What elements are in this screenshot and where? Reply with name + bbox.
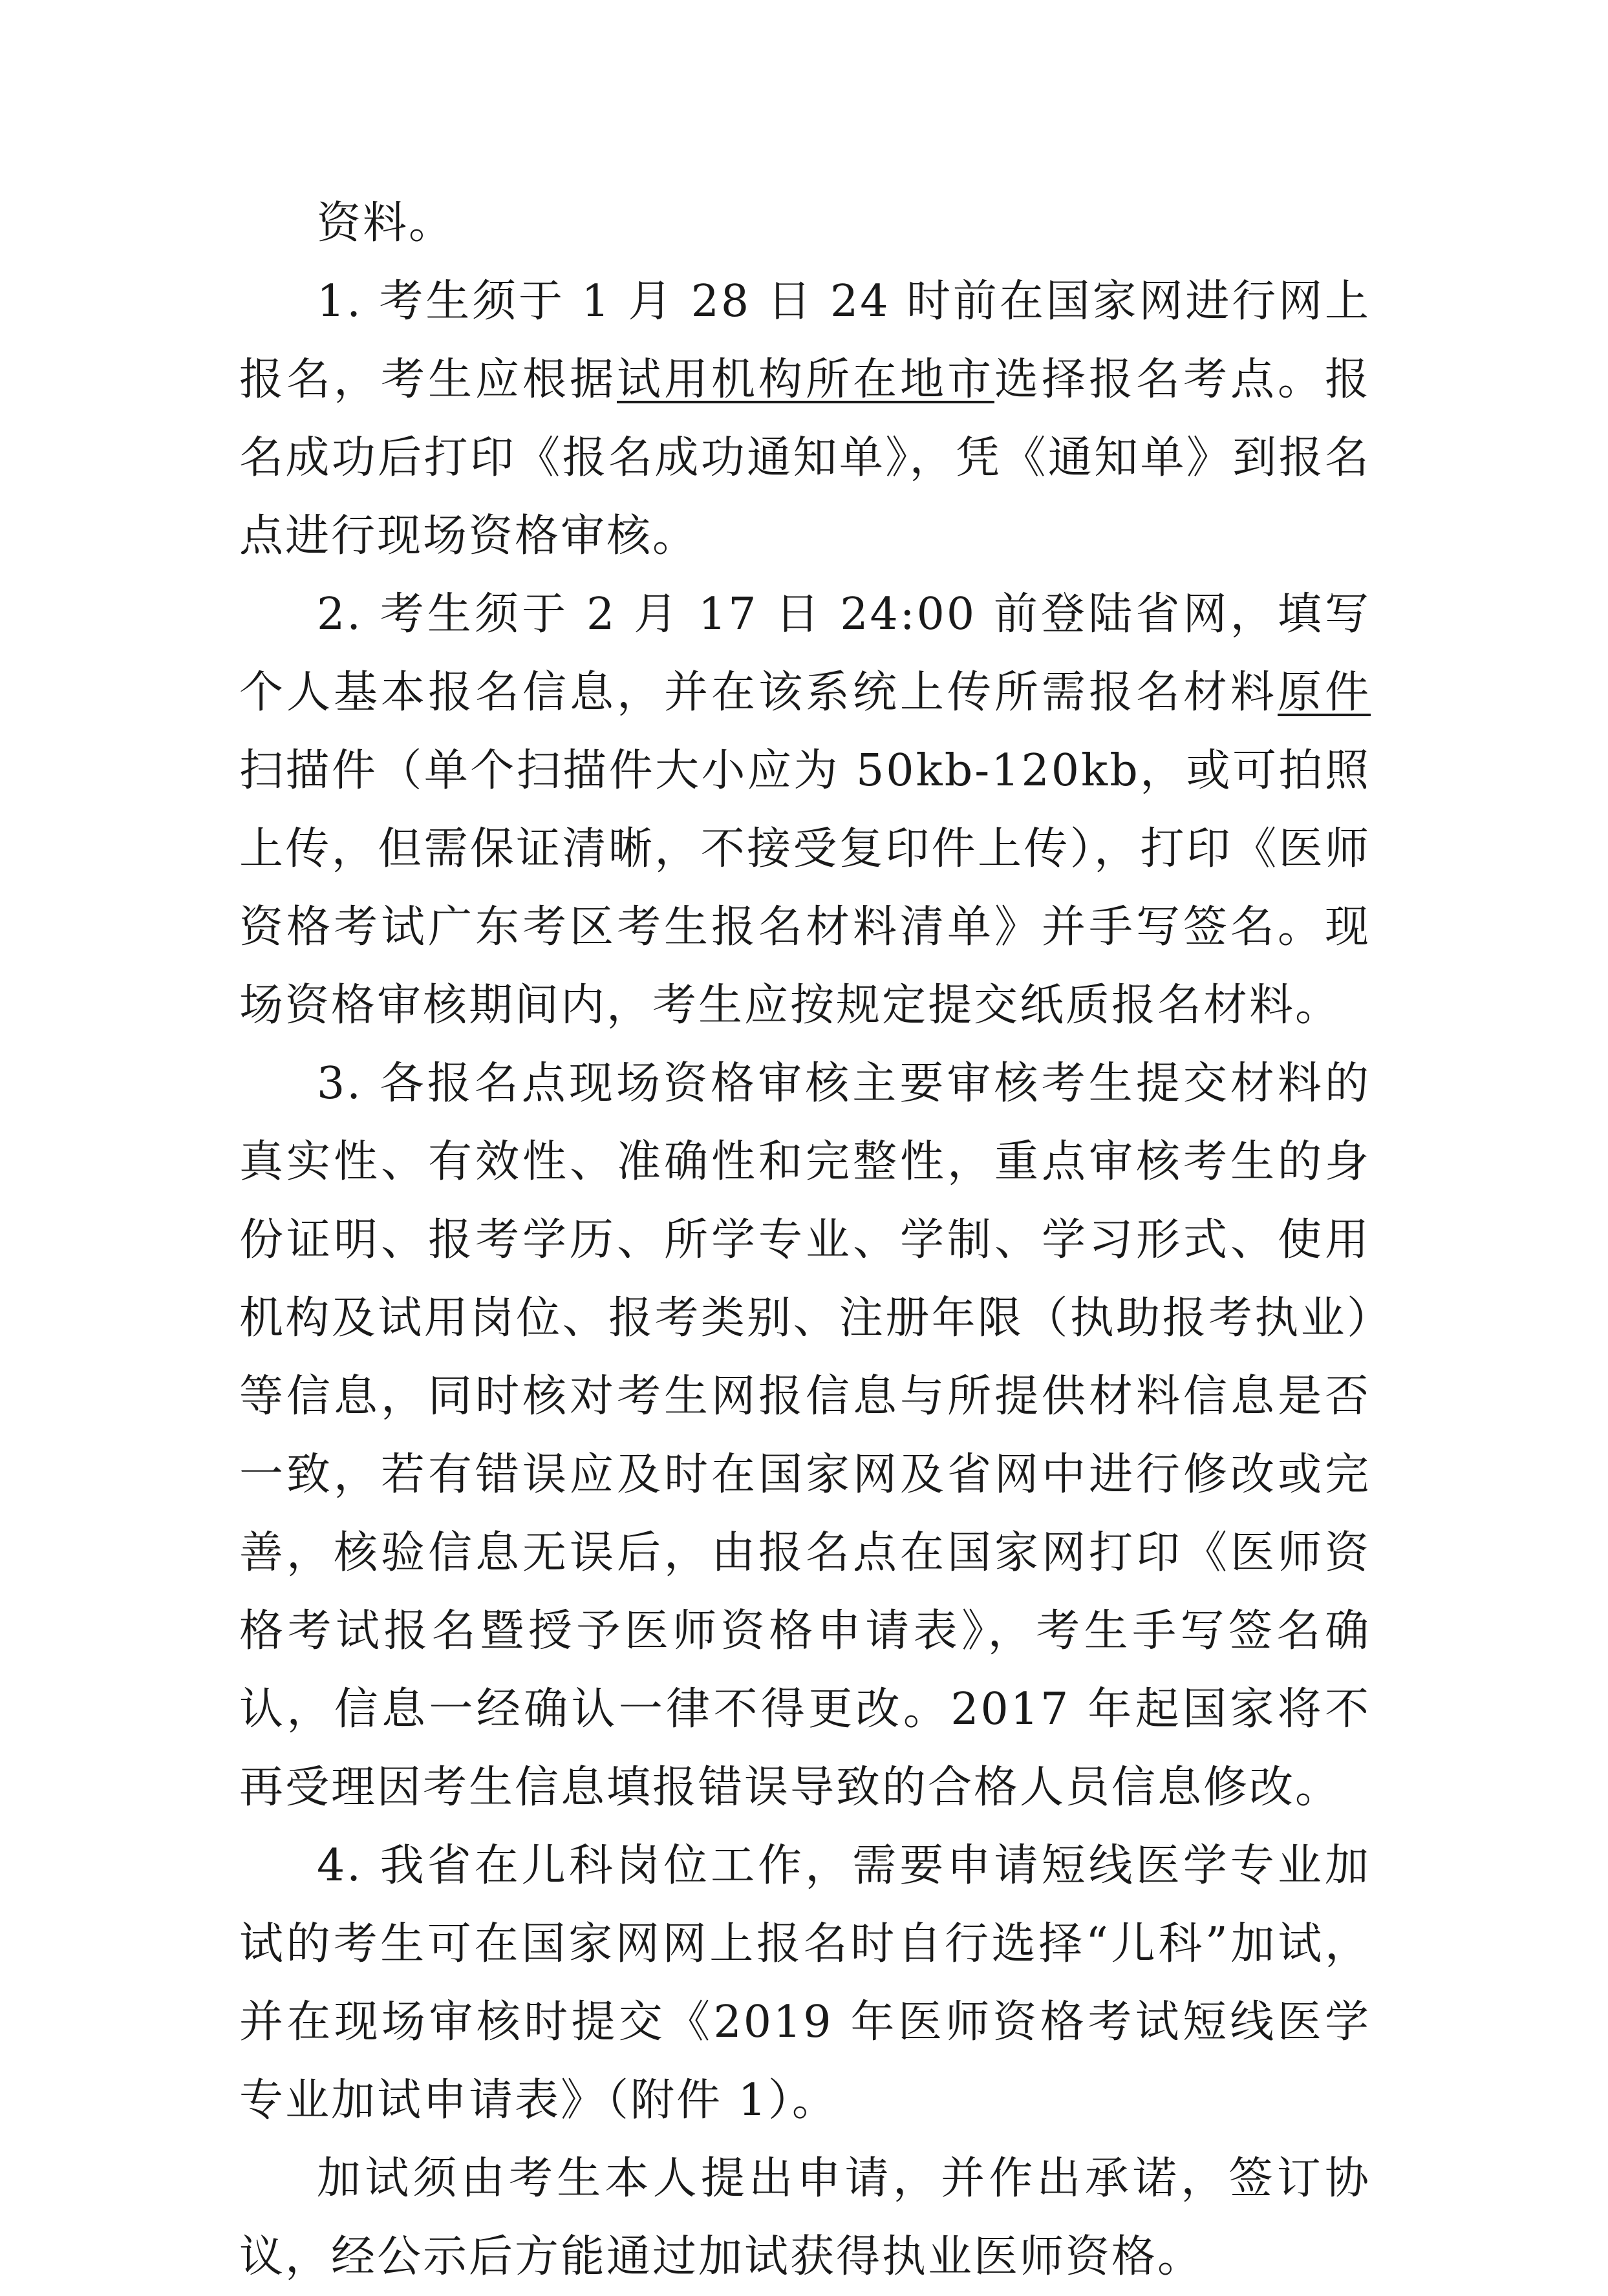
paragraph-item-1 [239, 262, 1371, 575]
paragraph-closing [239, 2140, 1371, 2296]
item-4-text: 4. 我省在儿科岗位工作，需要申请短线医学专业加试的考生可在国家网网上报名时自行选择“儿科”加试，并在现场审核时提交《2019 年医师资格考试短线医学专业加试申请表》（附件 1）。 [239, 1840, 1371, 2126]
item-1-underlined-text: 试用机构所在地市 [616, 354, 994, 405]
item-1-text-before: 1. 考生须于 1 月 28 日 24 时前在国家网进行网上报名，考生应根据 [239, 276, 1371, 405]
item-2-underlined-text: 原件 [1277, 667, 1371, 718]
item-2-text-before: 2. 考生须于 2 月 17 日 24:00 前登陆省网，填写个人基本报名信息，并在该系统上传所需报名材料 [239, 589, 1371, 718]
paragraph-item-4 [239, 1827, 1371, 2140]
paragraph-continuation [239, 184, 1371, 262]
document-body [239, 184, 1371, 2296]
item-3-text: 3. 各报名点现场资格审核主要审核考生提交材料的真实性、有效性、准确性和完整性，重点审核考生的身份证明、报考学历、所学专业、学制、学习形式、使用机构及试用岗位、报考类别、注册年限（执助报考执业）等信息，同时核对考生网报信息与所提供材料信息是否一致，若有错误应及时在国家网及省网中进行修改或完善，核验信息无误后，由报名点在国家网打印《医师资格考试报名暨授予医师资格申请表》，考生手写签名确认，信息一经确认一律不得更改。2017 年起国家将不再受理因考生信息填报错误导致的合格人员信息修改。 [239, 1058, 1371, 1813]
continuation-text: 资料。 [317, 198, 455, 249]
paragraph-item-3 [239, 1045, 1371, 1827]
closing-text: 加试须由考生本人提出申请，并作出承诺，签订协议，经公示后方能通过加试获得执业医师资格。 [239, 2153, 1371, 2282]
item-2-text-after: 扫描件（单个扫描件大小应为 50kb-120kb，或可拍照上传，但需保证清晰，不接受复印件上传），打印《医师资格考试广东考区考生报名材料清单》并手写签名。现场资格审核期间内，考生应按规定提交纸质报名材料。 [239, 745, 1371, 1031]
paragraph-item-2 [239, 575, 1371, 1045]
item-1-text-after: 选择报名考点。报名成功后打印《报名成功通知单》，凭《通知单》到报名点进行现场资格审核。 [239, 354, 1371, 562]
